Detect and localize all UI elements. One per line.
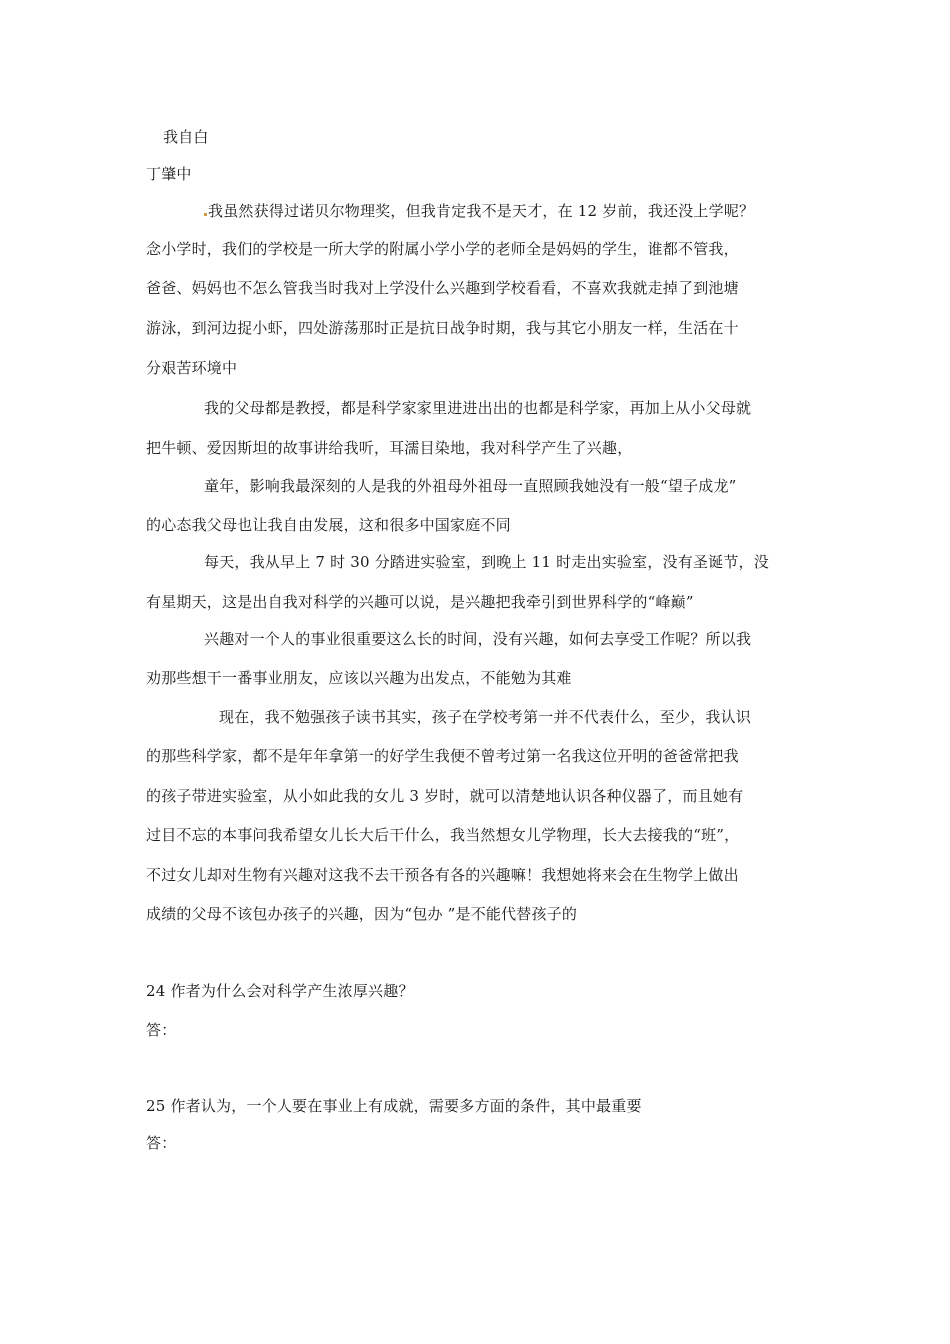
paragraph-5-line-1: 兴趣对一个人的事业很重要这么长的时间，没有兴趣，如何去享受工作呢？所以我 [204, 630, 752, 648]
paragraph-2-line-2: 把牛顿、爱因斯坦的故事讲给我听，耳濡目染地，我对科学产生了兴趣， [146, 439, 633, 457]
paragraph-6-line-6: 成绩的父母不该包办孩子的兴趣，因为“包办 ”是不能代替孩子的 [146, 905, 578, 923]
paragraph-4-line-1: 每天，我从早上 7 时 30 分踏进实验室，到晚上 11 时走出实验室，没有圣诞节，没 [204, 553, 769, 571]
paragraph-6-line-3: 的孩子带进实验室，从小如此我的女儿 3 岁时，就可以清楚地认识各种仪器了，而且她有 [146, 787, 744, 805]
question-25: 25 作者认为，一个人要在事业上有成就，需要多方面的条件，其中最重要 [146, 1097, 642, 1115]
question-24: 24 作者为什么会对科学产生浓厚兴趣？ [146, 982, 414, 1000]
paragraph-4-line-2: 有星期天，这是出自我对科学的兴趣可以说，是兴趣把我牵引到世界科学的“峰巅” [146, 593, 694, 611]
document-title: 我自白 [163, 128, 209, 146]
answer-label-24: 答： [146, 1021, 177, 1039]
paragraph-6-line-2: 的那些科学家，都不是年年拿第一的好学生我便不曾考过第一名我这位开明的爸爸常把我 [146, 747, 739, 765]
paragraph-2-line-1: 我的父母都是教授，都是科学家家里进进出出的也都是科学家，再加上从小父母就 [204, 399, 752, 417]
paragraph-1-line-2: 念小学时，我们的学校是一所大学的附属小学小学的老师全是妈妈的学生，谁都不管我， [146, 240, 739, 258]
paragraph-6-line-4: 过目不忘的本事问我希望女儿长大后干什么，我当然想女儿学物理，长大去接我的“班”， [146, 826, 740, 844]
paragraph-6-line-5: 不过女儿却对生物有兴趣对这我不去干预各有各的兴趣嘛！我想她将来会在生物学上做出 [146, 866, 739, 884]
paragraph-6-line-1: 现在，我不勉强孩子读书其实，孩子在学校考第一并不代表什么，至少，我认识 [219, 708, 752, 726]
paragraph-3-line-1: 童年，影响我最深刻的人是我的外祖母外祖母一直照顾我她没有一般“望子成龙” [204, 477, 737, 495]
paragraph-1-line-1: 我虽然获得过诺贝尔物理奖，但我肯定我不是天才，在 12 岁前，我还没上学呢？ [204, 201, 754, 221]
paragraph-1-line-3: 爸爸、妈妈也不怎么管我当时我对上学没什么兴趣到学校看看，不喜欢我就走掉了到池塘 [146, 279, 739, 297]
document-author: 丁肇中 [146, 165, 192, 183]
answer-label-25: 答： [146, 1134, 177, 1152]
mark-icon [204, 213, 207, 216]
paragraph-5-line-2: 劝那些想干一番事业朋友，应该以兴趣为出发点，不能勉为其难 [146, 669, 572, 687]
paragraph-3-line-2: 的心态我父母也让我自由发展，这和很多中国家庭不同 [146, 516, 511, 534]
paragraph-1-line-4: 游泳，到河边捉小虾，四处游荡那时正是抗日战争时期，我与其它小朋友一样，生活在十 [146, 319, 739, 337]
paragraph-1-line-5: 分艰苦环境中 [146, 359, 238, 377]
